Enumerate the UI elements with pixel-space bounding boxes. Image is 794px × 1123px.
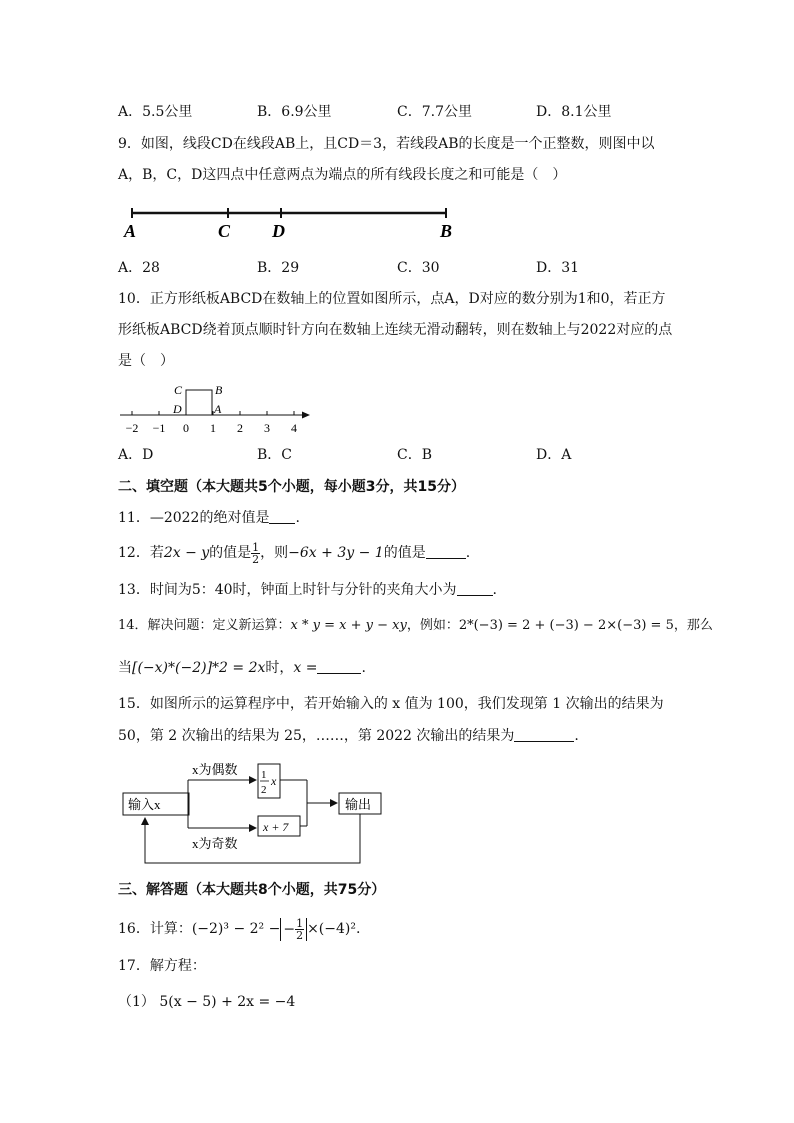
q14-line2: [118, 658, 366, 678]
q10-option-d: D．A: [536, 447, 572, 463]
q14-text-b: ，例如：: [406, 618, 459, 633]
q9-option-a: A．28: [118, 260, 160, 276]
axis-tick-label: −1: [152, 421, 166, 435]
q11-text: 11．—2022的绝对值是: [118, 510, 270, 526]
q10-option-c: C．B: [397, 447, 432, 463]
q16-abs-value: − $\frac{1}{2}$: [280, 918, 307, 941]
q9-segment-figure: [118, 200, 468, 245]
q8-option-b: B．6.9公里: [257, 104, 332, 120]
q8-option-c: C．7.7公里: [397, 104, 472, 120]
q12-end: .: [465, 545, 471, 561]
q16-expr: (−2)³ − 2² −: [191, 921, 281, 937]
flow-odd-label: x为奇数: [192, 836, 238, 851]
point-d-label: D: [272, 221, 285, 241]
point-b-label: B: [440, 221, 453, 241]
q15-answer-blank[interactable]: [514, 727, 574, 742]
q8-option-a: A．5.5公里: [118, 104, 193, 120]
q11-answer-blank[interactable]: [269, 509, 295, 524]
q12-expr1: 2x − y: [163, 545, 210, 561]
flow-plus7-label: x + 7: [263, 820, 289, 834]
square-label-b: B: [215, 383, 223, 397]
q15-stem-line1: 15．如图所示的运算程序中，若开始输入的 x 值为 100，我们发现第 1 次输出的结果为: [118, 696, 664, 712]
q13-text: 13．时间为5：40时，钟面上时针与分针的夹角大小为: [118, 582, 457, 598]
q8-option-d: D．8.1公里: [536, 104, 612, 120]
q14-line2-a: 当: [118, 660, 132, 676]
axis-tick-label: −2: [125, 421, 139, 435]
q12-text-b: 的值是: [209, 545, 252, 561]
q10-option-b: B．C: [257, 447, 292, 463]
q15-end: .: [574, 728, 579, 744]
q15-flowchart: [118, 758, 388, 868]
square-label-c: C: [174, 383, 183, 397]
q15-stem-line2: [118, 726, 579, 746]
q10-number-line-figure: [118, 378, 318, 440]
q16-tail: ×(−4)²: [307, 921, 356, 937]
axis-tick-label: 0: [183, 421, 189, 435]
q12-fraction: [251, 542, 260, 565]
point-c-label: C: [218, 221, 231, 241]
q14-line2-b: 时，: [265, 660, 294, 676]
q12-answer-blank[interactable]: [426, 544, 466, 559]
q11-end: .: [295, 510, 300, 526]
flow-even-label: x为偶数: [192, 762, 238, 777]
q10-stem-line3: 是（ ）: [118, 353, 174, 369]
q16-text: 16．计算：: [118, 921, 192, 937]
q9-stem-line2: A，B，C，D这四点中任意两点为端点的所有线段长度之和可能是（ ）: [118, 167, 567, 183]
flow-half-num: 1: [261, 769, 267, 781]
axis-tick-label: 1: [210, 421, 216, 435]
q10-option-a: A．D: [118, 447, 154, 463]
q13-answer-blank[interactable]: [457, 581, 493, 596]
q14-text-a: 14．解决问题：定义新运算：: [118, 618, 291, 633]
axis-tick-label: 2: [237, 421, 243, 435]
q14-end: .: [361, 660, 366, 676]
q11: [118, 508, 300, 528]
q13: [118, 580, 497, 600]
q16-frac-den: 2: [296, 928, 304, 942]
q14-text-c: ，那么: [673, 618, 713, 633]
q9-option-b: B．29: [257, 260, 300, 276]
flow-output-label: 输出: [345, 797, 372, 812]
square-label-a: A: [214, 402, 222, 416]
q14-example: 2*(−3) = 2 + (−3) − 2×(−3) = 5: [458, 618, 674, 633]
q8-options: [118, 102, 718, 122]
q14-condition-expr: [(−x)*(−2)]*2 = 2x: [132, 660, 266, 676]
q17-stem: 17．解方程：: [118, 958, 206, 974]
axis-tick-label: 4: [291, 421, 297, 435]
q10-stem-line2: 形纸板ABCD绕着顶点顺时针方向在数轴上连续无滑动翻转，则在数轴上与2022对应的点: [118, 322, 673, 338]
q15-line2-text: 50，第 2 次输出的结果为 25，……，第 2022 次输出的结果为: [118, 728, 515, 744]
section2-title: 二、填空题（本大题共5个小题，每小题3分，共15分）: [118, 479, 465, 495]
q16: [118, 916, 360, 942]
square-abcd: [186, 390, 212, 415]
q9-option-d: D．31: [536, 260, 580, 276]
axis-arrow-icon: [302, 412, 310, 419]
q13-end: .: [492, 582, 497, 598]
q12: [118, 540, 470, 566]
q14-line1: [118, 616, 713, 636]
flow-loop-arrow: [145, 814, 360, 863]
q9-option-c: C．30: [397, 260, 440, 276]
q12-frac-num: 1: [252, 540, 260, 554]
q12-text-d: 的值是: [383, 545, 426, 561]
point-a-label: A: [124, 221, 137, 241]
q10-stem-line1: 10．正方形纸板ABCD在数轴上的位置如图所示，点A，D对应的数分别为1和0，若正方: [118, 291, 666, 307]
q12-text-a: 12．若: [118, 545, 164, 561]
flow-half-den: 2: [261, 784, 267, 796]
flow-input-label: 输入x: [128, 797, 161, 812]
q9-stem-line1: 9．如图，线段CD在线段AB上，且CD＝3，若线段AB的长度是一个正整数，则图中以: [118, 136, 655, 152]
flow-half-x: x: [271, 774, 277, 788]
q16-end: .: [355, 921, 361, 937]
q12-text-c: ，则: [260, 545, 289, 561]
q14-definition: x * y = x + y − xy: [290, 618, 407, 633]
square-label-d: D: [173, 402, 182, 416]
q9-options: [118, 258, 718, 278]
q14-answer-blank[interactable]: [317, 659, 361, 674]
q14-line2-c: x =: [293, 660, 318, 676]
q16-frac-num: 1: [296, 916, 304, 930]
q10-options: [118, 445, 718, 465]
section3-title: 三、解答题（本大题共8个小题，共75分）: [118, 882, 386, 898]
q12-frac-den: 2: [252, 552, 260, 566]
q17-part1: （1） 5(x − 5) + 2x = −4: [118, 994, 296, 1010]
q12-expr2: −6x + 3y − 1: [288, 545, 384, 561]
axis-tick-label: 3: [264, 421, 270, 435]
